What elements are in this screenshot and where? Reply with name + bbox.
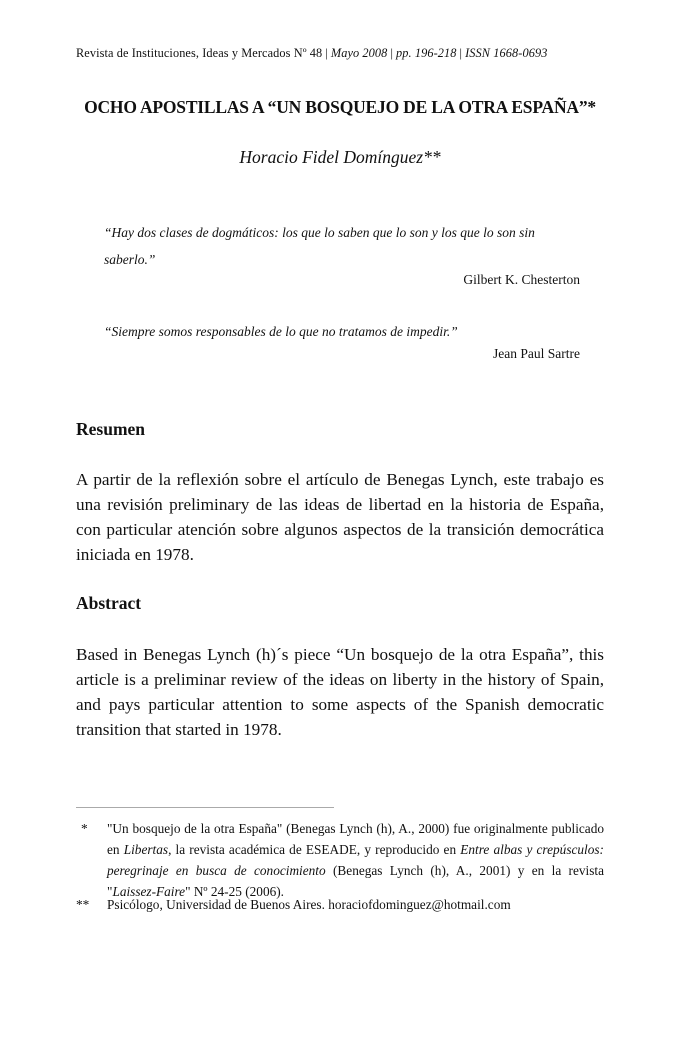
footnote-text-part: " Nº 24-25 (2006).	[185, 884, 284, 899]
footnote-mark: **	[76, 897, 90, 912]
issue-date: Mayo 2008	[330, 46, 388, 60]
article-title: OCHO APOSTILLAS A “UN BOSQUEJO DE LA OTRA ESPAÑA”*	[84, 97, 596, 117]
footnote-italic-title: Entre albas y crepúsculos: peregrinaje en busca de conocimiento	[107, 842, 604, 878]
epigraph-quote: “Siempre somos responsables de lo que no tratamos de impedir.”	[104, 324, 458, 339]
epigraph-quote: “Hay dos clases de dogmáticos: los que lo saben que lo son y los que lo son sin saberlo.”	[104, 225, 535, 267]
footnote-italic-title: Libertas	[123, 842, 169, 857]
header-separator: |	[390, 46, 393, 60]
header-separator: |	[459, 46, 463, 60]
abstract-heading: Abstract	[76, 593, 142, 613]
footnote-text: Psicólogo, Universidad de Buenos Aires. horaciofdominguez@hotmail.com	[107, 897, 511, 912]
epigraph-attribution: Gilbert K. Chesterton	[463, 272, 580, 287]
resumen-paragraph: A partir de la reflexión sobre el artículo de Benegas Lynch, este trabajo es una revisión preliminary de las ideas de libertad en la historia de España, con particular atención sobre algunos aspectos de la transición democrática iniciada en 1978.	[76, 470, 604, 564]
running-header	[76, 46, 616, 61]
resumen-heading: Resumen	[76, 419, 146, 439]
footnote-text-part: "Un bosquejo de la otra España" (Benegas Lynch (h), A., 2000) fue originalmente publicado en	[107, 821, 604, 857]
epigraph-attribution: Jean Paul Sartre	[493, 346, 580, 361]
footnote	[76, 894, 604, 915]
footnote-text-part: , la revista académica de ESEADE, y reproducido en	[168, 842, 461, 857]
page-range: pp. 196-218	[396, 46, 457, 60]
footnote	[76, 818, 604, 902]
footnote-divider	[76, 807, 334, 808]
footnote-italic-title: Laissez-Faire	[112, 884, 186, 899]
header-separator: |	[325, 46, 328, 60]
abstract-paragraph: Based in Benegas Lynch (h)´s piece “Un bosquejo de la otra España”, this article is a preliminar review of the ideas on liberty in the history of Spain, and pays particular attention to some aspects of the Spanish democratic transition that started in 1978.	[76, 645, 604, 739]
footnote-text-part: (Benegas Lynch (h), A., 2001) y en la revista "	[107, 863, 604, 899]
article-author: Horacio Fidel Domínguez**	[239, 147, 441, 167]
footnote-mark: *	[81, 821, 88, 836]
footnote-text	[107, 818, 604, 902]
issn: ISSN 1668-0693	[465, 46, 548, 60]
journal-name: Revista de Instituciones, Ideas y Mercados Nº 48	[76, 46, 323, 60]
